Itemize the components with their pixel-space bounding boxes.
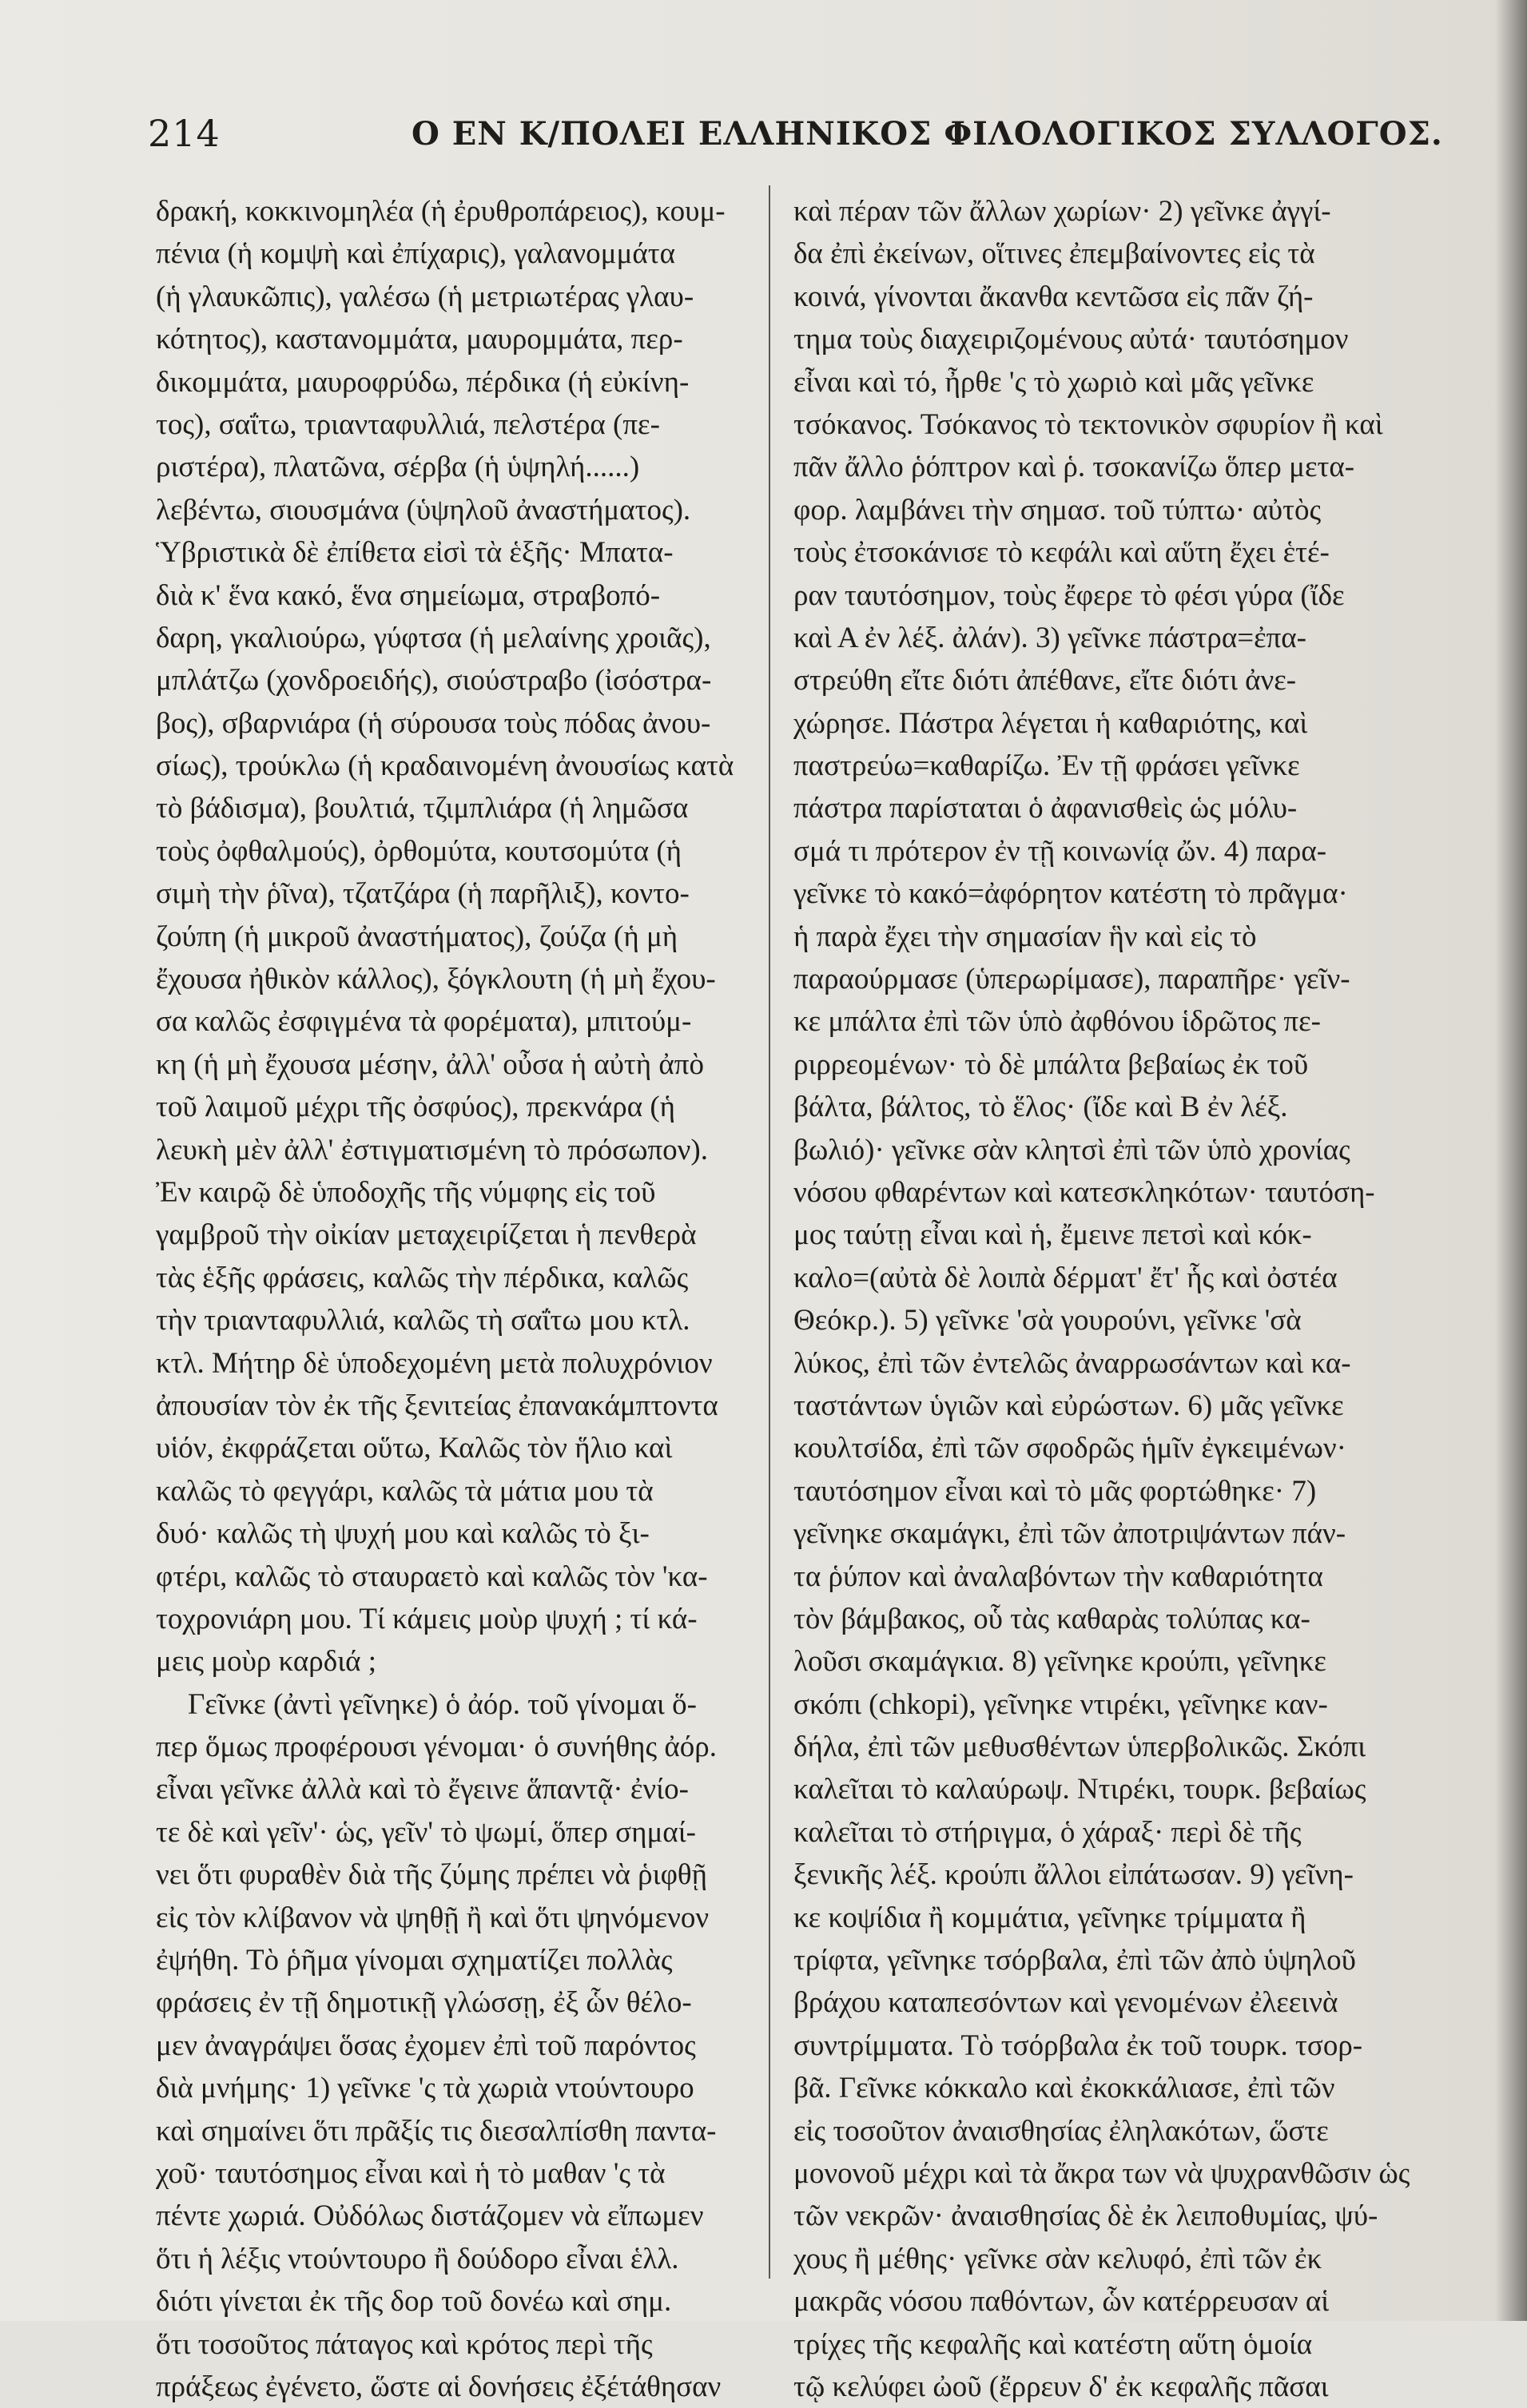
text-line: ραν ταυτόσημον, τοὺς ἔφερε τὸ φέσι γύρα (ἴδε [793,578,1345,612]
text-line: πράξεως ἐγένετο, ὥστε αἱ δονήσεις ἐξέτάθησαν [156,2370,722,2403]
text-line: εἰς τοσοῦτον ἀναισθησίας ἐληλακότων, ὥστε [793,2114,1329,2148]
text-line: κουλτσίδα, ἐπὶ τῶν σφοδρῶς ἡμῖν ἐγκειμένων· [793,1432,1346,1465]
text-line: φράσεις ἐν τῇ δημοτικῇ γλώσσῃ, ἐξ ὧν θέλο- [156,1986,692,2020]
text-line: εἶναι γεῖνκε ἀλλὰ καὶ τὸ ἔγεινε ἅπαντᾷ· ἐνίο- [156,1773,689,1806]
text-line: καὶ σημαίνει ὅτι πρᾶξίς τις διεσαλπίσθη παντα- [156,2114,717,2148]
text-line: υἱόν, ἐκφράζεται οὕτω, Καλῶς τὸν ἥλιο καὶ [156,1432,673,1465]
text-line: νει ὅτι φυραθὲν διὰ τῆς ζύμης πρέπει νὰ ῥιφθῇ [156,1858,707,1892]
text-line: ἔχουσα ἠθικὸν κάλλος), ξόγκλουτη (ἡ μὴ ἔχου- [156,963,716,996]
text-line: ἀπουσίαν τὸν ἐκ τῆς ξενιτείας ἐπανακάμπτοντα [156,1389,718,1422]
text-line: τρίφτα, γεῖνηκε τσόρβαλα, ἐπὶ τῶν ἀπὸ ὑψηλοῦ [793,1944,1356,1977]
text-line: πᾶν ἄλλο ῥόπτρον καὶ ῥ. τσοκανίζω ὅπερ μετα- [793,451,1355,484]
text-line: κε κοψίδια ἢ κομμάτια, γεῖνηκε τρίμματα ἢ [793,1901,1306,1934]
text-line: τοῦ λαιμοῦ μέχρι τῆς ὀσφύος), πρεκνάρα (ἡ [156,1091,676,1124]
text-line: ριστέρα), πλατῶνα, σέρβα (ἡ ὑψηλή......) [156,451,640,484]
text-line: στρεύθη εἴτε διότι ἀπέθανε, εἴτε διότι ἀνε- [793,664,1297,697]
text-line: τὸ βάδισμα), βουλτιά, τζιμπλιάρα (ἡ λημῶσα [156,792,689,825]
text-line: βωλιό)· γεῖνκε σὰν κλητσὶ ἐπὶ τῶν ὑπὸ χρονίας [793,1133,1350,1166]
text-line: κοινά, γίνονται ἄκανθα κεντῶσα εἰς πᾶν ζή- [793,280,1314,313]
text-line: τοχρονιάρη μου. Τί κάμεις μοὺρ ψυχή ; τί κά- [156,1602,698,1635]
text-line: παραούρμασε (ὑπερωρίμασε), παραπῆρε· γεῖν- [793,963,1350,996]
text-line: σκόπι (chkopi), γεῖνηκε ντιρέκι, γεῖνηκε καν- [793,1687,1328,1721]
text-line: κότητος), καστανομμάτα, μαυρομμάτα, περ- [156,323,683,356]
text-line: διὰ κ' ἕνα κακό, ἕνα σημείωμα, στραβοπό- [156,578,661,612]
text-line: λοῦσι σκαμάγκια. 8) γεῖνηκε κρούπι, γεῖνηκε [793,1645,1326,1679]
text-line: καλο=(αὐτὰ δὲ λοιπὰ δέρματ' ἔτ' ἧς καὶ ὀστέα [793,1261,1338,1294]
text-line: καὶ Α ἐν λέξ. ἀλάν). 3) γεῖνκε πάστρα=ἐπα- [793,621,1307,654]
text-line: δα ἐπὶ ἐκείνων, οἵτινες ἐπεμβαίνοντες εἰς τὰ [793,237,1315,271]
text-line: μονονοῦ μέχρι καὶ τὰ ἄκρα των νὰ ψυχρανθῶσιν ὡς [793,2156,1410,2190]
page-header [148,112,1443,160]
column-divider [769,185,770,2279]
text-line: διὰ μνήμης· 1) γεῖνκε 'ς τὰ χωριὰ ντούντουρο [156,2072,694,2105]
text-line: χοῦ· ταυτόσημος εἶναι καὶ ἡ τὸ μαθαν 'ς τὰ [156,2156,666,2190]
text-line: περ ὅμως προφέρουσι γένομαι· ὁ συνήθης ἀόρ. [156,1731,718,1764]
text-line: τημα τοὺς διαχειριζομένους αὐτά· ταυτόσημον [793,323,1349,356]
text-line: παστρεύω=καθαρίζω. Ἐν τῇ φράσει γεῖνκε [793,749,1300,783]
text-line: λύκος, ἐπὶ τῶν ἐντελῶς ἀναρρωσάντων καὶ κα- [793,1346,1351,1380]
text-line: τα ῥύπον καὶ ἀναλαβόντων τὴν καθαριότητα [793,1560,1323,1593]
text-line: βᾶ. Γεῖνκε κόκκαλο καὶ ἐκοκκάλιασε, ἐπὶ τῶν [793,2072,1335,2105]
text-line: φτέρι, καλῶς τὸ σταυραετὸ καὶ καλῶς τὸν 'κα- [156,1560,708,1593]
page-edge-shadow [1495,0,1527,2321]
text-line: πένια (ἡ κομψὴ καὶ ἐπίχαρις), γαλανομμάτα [156,237,675,271]
text-line: Γεῖνκε (ἀντὶ γεῖνηκε) ὁ ἀόρ. τοῦ γίνομαι ὅ- [188,1687,697,1721]
text-line: (ἡ γλαυκῶπις), γαλέσω (ἡ μετριωτέρας γλαυ- [156,280,694,313]
text-line: γεῖνηκε σκαμάγκι, ἐπὶ τῶν ἀποτριψάντων πάν- [793,1517,1346,1551]
text-line: βράχου καταπεσόντων καὶ γενομένων ἐλεεινὰ [793,1986,1338,2020]
text-line: φορ. λαμβάνει τὴν σημασ. τοῦ τύπτω· αὐτὸς [793,493,1322,527]
text-line: δρακή, κοκκινομηλέα (ἡ ἐρυθροπάρειος), κουμ- [156,195,726,228]
text-line: Ἐν καιρῷ δὲ ὑποδοχῆς τῆς νύμφης εἰς τοῦ [156,1175,656,1209]
text-line: εἶναι καὶ τό, ἦρθε 'ς τὸ χωριὸ καὶ μᾶς γεῖνκε [793,365,1314,399]
text-line: γεῖνκε τὸ κακό=ἀφόρητον κατέστη τὸ πρᾶγμα· [793,877,1348,911]
text-line: σιμὴ τὴν ῥῖνα), τζατζάρα (ἡ παρῆλιξ), κοντο- [156,877,690,911]
text-line: ὅτι ἡ λέξις ντούντουρο ἢ δούδορο εἶναι ἑλλ. [156,2242,679,2275]
text-line: ὅτι τοσοῦτος πάταγος καὶ κρότος περὶ τῆς [156,2327,653,2361]
text-line: μεν ἀναγράψει ὅσας ἐχομεν ἐπὶ τοῦ παρόντος [156,2029,696,2062]
text-line: τῶν νεκρῶν· ἀναισθησίας δὲ ἐκ λειποθυμίας, ψύ- [793,2199,1378,2233]
text-line: συντρίμματα. Τὸ τσόρβαλα ἐκ τοῦ τουρκ. τσορ- [793,2029,1363,2062]
text-line: γαμβροῦ τὴν οἰκίαν μεταχειρίζεται ἡ πενθερὰ [156,1218,697,1252]
text-line: ριρρεομένων· τὸ δὲ μπάλτα βεβαίως ἐκ τοῦ [793,1047,1309,1081]
text-line: μπλάτζω (χονδροειδής), σιούστραβο (ἰσόστρα- [156,664,712,697]
text-line: δήλα, ἐπὶ τῶν μεθυσθέντων ὑπερβολικῶς. Σκόπι [793,1731,1366,1764]
text-line: δικομμάτα, μαυροφρύδω, πέρδικα (ἡ εὐκίνη- [156,365,690,399]
text-line: ζούπη (ἡ μικροῦ ἀναστήματος), ζούζα (ἡ μὴ [156,920,678,953]
text-line: σίως), τρούκλω (ἡ κραδαινομένη ἀνουσίως κατὰ [156,749,734,783]
text-line: καλεῖται τὸ καλαύρωψ. Ντιρέκι, τουρκ. βεβαίως [793,1773,1366,1806]
text-line: τσόκανος. Τσόκανος τὸ τεκτονικὸν σφυρίον ἢ καὶ [793,407,1383,441]
text-line: τῷ κελύφει ὠοῦ (ἔρρευν δ' ἐκ κεφαλῆς πᾶσαι [793,2370,1329,2403]
text-line: σμά τι πρότερον ἐν τῇ κοινωνίᾳ ὤν. 4) παρα- [793,834,1327,868]
text-line: τὰς ἑξῆς φράσεις, καλῶς τὴν πέρδικα, καλῶς [156,1261,689,1294]
text-line: δαρη, γκαλιούρω, γύφτσα (ἡ μελαίνης χροιᾶς), [156,621,711,654]
text-line: ξενικῆς λέξ. κρούπι ἄλλοι εἰπάτωσαν. 9) γεῖνη- [793,1858,1354,1892]
text-line: τὸν βάμβακος, οὗ τὰς καθαρὰς τολύπας κα- [793,1602,1310,1635]
text-line: βάλτα, βάλτος, τὸ ἕλος· (ἴδε καὶ Β ἐν λέξ. [793,1091,1288,1124]
text-line: μος ταύτῃ εἶναι καὶ ἡ, ἔμεινε πετσὶ καὶ κόκ- [793,1218,1312,1252]
text-line: ἡ παρὰ ἔχει τὴν σημασίαν ἣν καὶ εἰς τὸ [793,920,1257,953]
text-line: ταυτόσημον εἶναι καὶ τὸ μᾶς φορτώθηκε· 7) [793,1474,1317,1508]
right-column [793,190,1489,2408]
text-line: βος), σβαρνιάρα (ἡ σύρουσα τοὺς πόδας ἀνου- [156,706,711,740]
text-line: Θεόκρ.). 5) γεῖνκε 'σὰ γουρούνι, γεῖνκε 'σὰ [793,1304,1302,1337]
text-line: καὶ πέραν τῶν ἄλλων χωρίων· 2) γεῖνκε ἀγγί- [793,195,1331,228]
text-line: χώρησε. Πάστρα λέγεται ἡ καθαριότης, καὶ [793,706,1308,740]
text-line: τρίχες τῆς κεφαλῆς καὶ κατέστη αὕτη ὁμοία [793,2327,1313,2361]
text-line: ταστάντων ὑγιῶν καὶ εὐρώστων. 6) μᾶς γεῖνκε [793,1389,1344,1422]
text-line: μακρᾶς νόσου παθόντων, ὧν κατέρρευσαν αἱ [793,2285,1330,2319]
text-line: πέντε χωριά. Οὐδόλως διστάζομεν νὰ εἴπωμεν [156,2199,704,2233]
text-line: διότι γίνεται ἐκ τῆς δορ τοῦ δονέω καὶ σημ. [156,2285,672,2319]
text-line: κτλ. Μήτηρ δὲ ὑποδεχομένη μετὰ πολυχρόνιον [156,1346,713,1380]
text-line: πάστρα παρίσταται ὁ ἀφανισθεὶς ὡς μόλυ- [793,792,1298,825]
text-line: τὴν τριανταφυλλιά, καλῶς τὴ σαΐτω μου κτλ. [156,1304,690,1337]
text-line: λεβέντω, σιουσμάνα (ὑψηλοῦ ἀναστήματος). [156,493,691,527]
text-line: εἰς τὸν κλίβανον νὰ ψηθῇ ἢ καὶ ὅτι ψηνόμενον [156,1901,710,1934]
text-line: καλεῖται τὸ στήριγμα, ὁ χάραξ· περὶ δὲ τῆς [793,1815,1302,1849]
text-line: κη (ἡ μὴ ἔχουσα μέσην, ἀλλ' οὖσα ἡ αὐτὴ ἀπὸ [156,1047,704,1081]
page-number: 214 [148,112,221,155]
running-title: Ο ΕΝ Κ/ΠΟΛΕΙ ΕΛΛΗΝΙΚΟΣ ΦΙΛΟΛΟΓΙΚΟΣ ΣΥΛΛΟΓΟΣ. [412,115,1443,153]
text-line: τος), σαΐτω, τριανταφυλλιά, πελστέρα (πε- [156,407,660,441]
text-line: Ὑβριστικὰ δὲ ἐπίθετα εἰσὶ τὰ ἑξῆς· Μπατα- [156,536,674,570]
text-line: δυό· καλῶς τὴ ψυχή μου καὶ καλῶς τὸ ξι- [156,1517,650,1551]
text-line: τοὺς ἐτσοκάνισε τὸ κεφάλι καὶ αὕτη ἔχει ἑτέ- [793,536,1330,570]
text-line: τοὺς ὀφθαλμούς), ὀρθομύτα, κουτσομύτα (ἡ [156,834,682,868]
text-line: κε μπάλτα ἐπὶ τῶν ὑπὸ ἀφθόνου ἱδρῶτος πε- [793,1005,1321,1039]
text-line: τε δὲ καὶ γεῖν'· ὡς, γεῖν' τὸ ψωμί, ὅπερ σημαί- [156,1815,696,1849]
text-line: λευκὴ μὲν ἀλλ' ἐστιγματισμένη τὸ πρόσωπον). [156,1133,708,1166]
text-line: σα καλῶς ἐσφιγμένα τὰ φορέματα), μπιτούμ- [156,1005,692,1039]
text-line: μεις μοὺρ καρδιά ; [156,1645,377,1679]
left-column [156,190,751,2408]
text-line: χους ἢ μέθης· γεῖνκε σὰν κελυφό, ἐπὶ τῶν ἐκ [793,2242,1322,2275]
text-line: καλῶς τὸ φεγγάρι, καλῶς τὰ μάτια μου τὰ [156,1474,654,1508]
text-line: ἐψήθη. Τὸ ῥῆμα γίνομαι σχηματίζει πολλὰς [156,1944,673,1977]
text-line: νόσου φθαρέντων καὶ κατεσκληκότων· ταυτόση- [793,1175,1375,1209]
